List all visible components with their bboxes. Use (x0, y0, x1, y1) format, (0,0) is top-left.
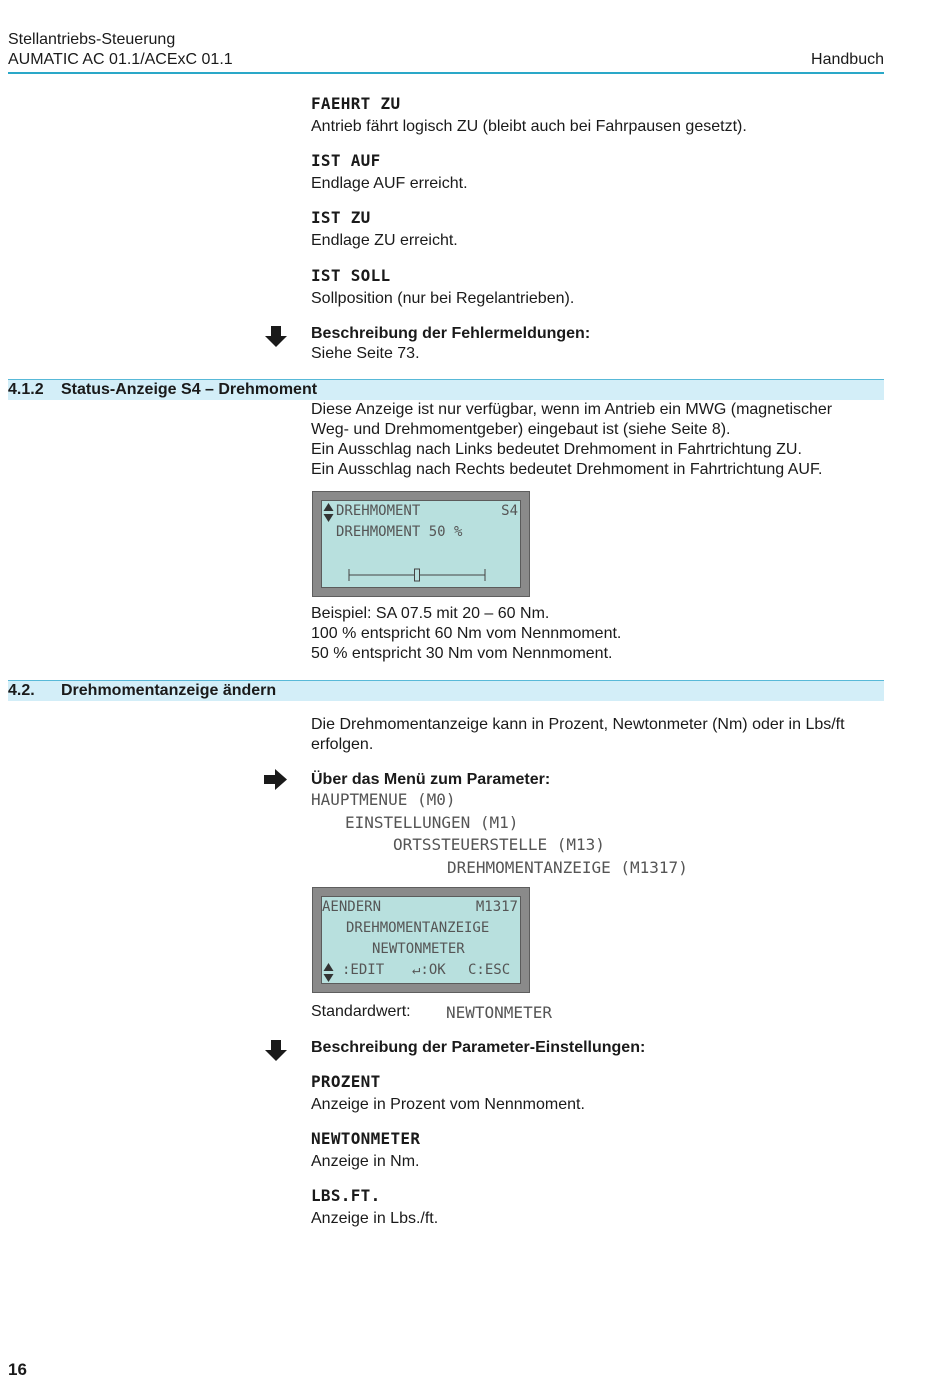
lcd-ok-hint: ↵:OK (412, 962, 446, 978)
lcd-edit-hint: :EDIT (342, 962, 385, 978)
param-desc: Anzeige in Nm. (311, 1153, 420, 1170)
body-line: Die Drehmomentanzeige kann in Prozent, Newtonmeter (Nm) oder in Lbs/ft (311, 716, 845, 733)
params-heading: Beschreibung der Parameter-Einstellungen: (311, 1039, 646, 1056)
menu-path-level-2: ORTSSTEUERSTELLE (M13) (393, 835, 605, 854)
header-rule (8, 72, 884, 74)
state-term: FAEHRT ZU (311, 94, 401, 113)
header-title: Stellantriebs-Steuerung (8, 31, 176, 48)
lcd-esc-hint: C:ESC (468, 962, 511, 978)
section-title: Drehmomentanzeige ändern (61, 682, 277, 699)
header-doc-type: Handbuch (811, 51, 884, 68)
menu-path-level-3: DREHMOMENTANZEIGE (M1317) (447, 858, 688, 877)
body-line: Diese Anzeige ist nur verfügbar, wenn im Antrieb ein MWG (magnetischer (311, 401, 833, 418)
example-line: 100 % entspricht 60 Nm vom Nennmoment. (311, 625, 622, 642)
body-line: Ein Ausschlag nach Links bedeutet Drehmoment in Fahrtrichtung ZU. (311, 441, 802, 458)
example-line: 50 % entspricht 30 Nm vom Nennmoment. (311, 645, 613, 662)
lcd-line3: NEWTONMETER (372, 941, 465, 957)
arrow-right-icon (264, 769, 288, 791)
default-label: Standardwert: (311, 1003, 411, 1020)
state-desc: Sollposition (nur bei Regelantrieben). (311, 290, 575, 307)
up-down-arrow-icon (323, 963, 334, 982)
section-header-4-1-2 (8, 379, 884, 400)
menu-path-level-1: EINSTELLUNGEN (M1) (345, 813, 519, 832)
header-model: AUMATIC AC 01.1/ACExC 01.1 (8, 51, 233, 68)
lcd-line1-left: AENDERN (322, 899, 382, 915)
param-term: LBS.FT. (311, 1186, 381, 1205)
state-term: IST AUF (311, 151, 381, 170)
up-down-arrow-icon (323, 503, 334, 522)
section-number: 4.2. (8, 682, 35, 699)
error-ref-text: Siehe Seite 73. (311, 345, 420, 362)
menu-path-level-0: HAUPTMENUE (M0) (311, 790, 456, 809)
lcd-display-m1317 (312, 887, 530, 993)
lcd-line1-right: M1317 (475, 899, 518, 915)
arrow-down-icon (264, 1040, 288, 1062)
lcd-screen (321, 896, 521, 984)
state-desc: Endlage ZU erreicht. (311, 232, 458, 249)
default-value: NEWTONMETER (446, 1003, 552, 1022)
state-term: IST ZU (311, 208, 371, 227)
param-desc: Anzeige in Prozent vom Nennmoment. (311, 1096, 585, 1113)
lcd-line2: DREHMOMENTANZEIGE (346, 920, 490, 936)
section-header-4-2 (8, 680, 884, 701)
arrow-down-icon (264, 326, 288, 348)
body-line: Ein Ausschlag nach Rechts bedeutet Drehmoment in Fahrtrichtung AUF. (311, 461, 823, 478)
page-number: 16 (8, 1360, 27, 1379)
param-desc: Anzeige in Lbs./ft. (311, 1210, 439, 1227)
lcd-display-s4 (312, 491, 530, 597)
torque-bar (348, 567, 488, 583)
state-term: IST SOLL (311, 266, 391, 285)
error-ref-title: Beschreibung der Fehlermeldungen: (311, 325, 591, 342)
state-desc: Endlage AUF erreicht. (311, 175, 468, 192)
body-line: Weg- und Drehmomentgeber) eingebaut ist (siehe Seite 8). (311, 421, 731, 438)
section-title: Status-Anzeige S4 – Drehmoment (61, 381, 318, 398)
example-line: Beispiel: SA 07.5 mit 20 – 60 Nm. (311, 605, 550, 622)
menu-heading: Über das Menü zum Parameter: (311, 771, 551, 788)
param-term: PROZENT (311, 1072, 381, 1091)
lcd-screen (321, 500, 521, 588)
body-line: erfolgen. (311, 736, 374, 753)
lcd-line2: DREHMOMENT 50 % (336, 524, 463, 540)
lcd-line1-right: S4 (501, 503, 518, 519)
param-term: NEWTONMETER (311, 1129, 421, 1148)
lcd-line1-left: DREHMOMENT (336, 503, 421, 519)
state-desc: Antrieb fährt logisch ZU (bleibt auch bei Fahrpausen gesetzt). (311, 118, 747, 135)
torque-marker (415, 569, 420, 581)
section-number: 4.1.2 (8, 381, 44, 398)
